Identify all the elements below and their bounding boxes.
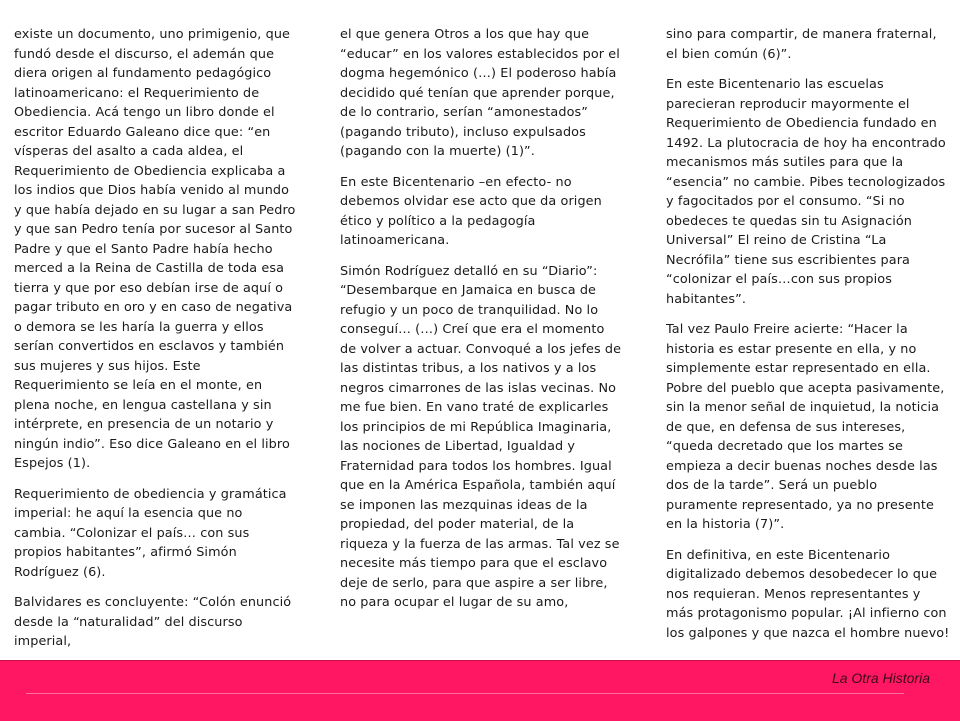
paragraph: sino para compartir, de manera fraternal, el bien común (6)”.: [666, 27, 937, 62]
footer-title: La Otra Historia: [831, 670, 930, 686]
paragraph: En este Bicentenario las escuelas parecieran reproducir mayormente el Requerimiento de Obediencia fundado en 1492. La plutocracia de hoy ha encontrado mecanismos más sutiles para que la “esencia” no cambie. Pibes tecnologizados y fagocitados por el consumo. “Si no obedeces te quedas sin tu Asignación Universal” El reino de Cristina “La Necrófila” tiene sus escribientes para “colonizar el país…con sus propios habitantes”.: [666, 77, 946, 307]
paragraph: el que genera Otros a los que hay que “educar” en los valores establecidos por el dogma hegemónico (…) El poderoso había decidido qué tenían que aprender porque, de lo contrario, serían “amonestados” (pagando tributo), incluso expulsados (pagando con la muerte) (1)”.: [340, 27, 620, 159]
paragraph: Requerimiento de obediencia y gramática imperial: he aquí la esencia que no cambia. “Colonizar el país… con sus propios habitantes”, afirmó Simón Rodríguez (6).: [14, 486, 287, 580]
paragraph: Simón Rodríguez detalló en su “Diario”: “Desembarque en Jamaica en busca de refugio y un poco de tranquilidad. No lo conseguí… (…) Creí que era el momento de volver a actuar. Convoqué a los jefes de las distintas tribus, a los nativos y a los negros cimarrones de las islas vecinas. No me fue bien. En vano traté de explicarles los principios de mi República Imaginaria, las nociones de Libertad, Igualdad y Fraternidad para todos los hombres. Igual que en la América Española, también aquí se imponen las mezquinas ideas de la propiedad, del poder material, de la riqueza y la fuerza de las armas. Tal vez se necesite más tiempo para que el esclavo deje de serlo, para que aspire a ser libre, no para ocupar el lugar de su amo,: [340, 263, 622, 610]
paragraph: En definitiva, en este Bicentenario digitalizado debemos desobedecer lo que nos requieran. Menos representantes y más protagonismo popular. ¡Al infierno con los galpones y que nazca el hombre nuevo!: [666, 547, 950, 641]
paragraph: En este Bicentenario –en efecto- no debemos olvidar ese acto que da origen ético y político a la pedagogía latinoamericana.: [340, 174, 602, 248]
footer-divider: [26, 693, 904, 694]
paragraph: Balvidares es concluyente: “Colón enunció desde la “naturalidad” del discurso imperial,: [14, 595, 292, 649]
paragraph: Tal vez Paulo Freire acierte: “Hacer la historia es estar presente en ella, y no simplemente estar representado en ella. Pobre del pueblo que acepta pasivamente, sin la menor señal de inquietud, la noticia de que, en defensa de sus intereses, “queda decretado que los martes se empieza a decir buenas noches desde las dos de la tarde”. Será un pueblo puramente representado, ya no presente en la historia (7)”.: [666, 322, 945, 532]
footer-bar: [0, 660, 960, 721]
paragraph: existe un documento, uno primigenio, que fundó desde el discurso, el ademán que diera origen al fundamento pedagógico latinoamericano: el Requerimiento de Obediencia. Acá tengo un libro donde el escritor Eduardo Galeano dice que: “en vísperas del asalto a cada aldea, el Requerimiento de Obediencia explicaba a los indios que Dios había venido al mundo y que había dejado en su lugar a san Pedro y que san Pedro tenía por sucesor al Santo Padre y que el Santo Padre había hecho merced a la Reina de Castilla de toda esa tierra y que por eso debían irse de aquí o pagar tributo en oro y en caso de negativa o demora se les haría la guerra y ellos serían convertidos en esclavos y también sus mujeres y sus hijos. Este Requerimiento se leía en el monte, en plena noche, en lengua castellana y sin intérprete, en presencia de un notario y ningún indio”. Eso dice Galeano en el libro Espejos (1).: [14, 27, 296, 471]
text-column-1: [14, 25, 298, 663]
text-column-2: [340, 25, 624, 624]
text-column-3: [666, 25, 950, 654]
